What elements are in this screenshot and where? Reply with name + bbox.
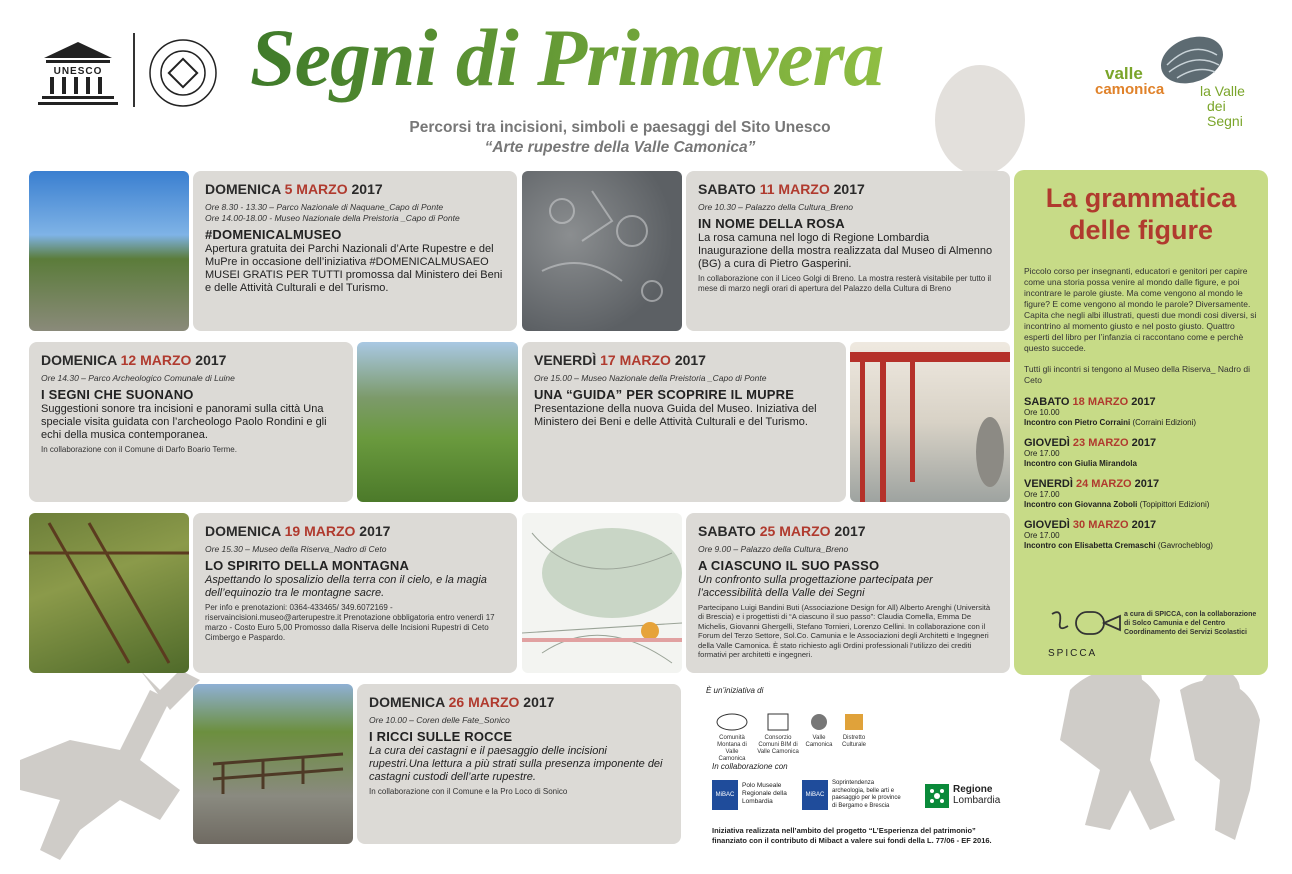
sidebar-event: GIOVEDÌ 23 MARZO 2017 Ore 17.00 Incontro con Giulia Mirandola <box>1024 437 1157 468</box>
event-title: UNA “GUIDA” PER SCOPRIRE IL MUPRE <box>534 387 795 402</box>
initiative-label: È un’iniziativa di <box>706 686 764 695</box>
spicca-label: SPICCA <box>1048 648 1098 659</box>
event-date: DOMENICA 5 MARZO 2017 <box>205 181 383 197</box>
funding-note: Iniziativa realizzata nell’ambito del progetto “L’Esperienza del patrimonio” finanziato con il contributo di Mibact a valere sui fondi della L. 77/06 - EF 2016. <box>712 826 992 845</box>
event-date: SABATO 25 MARZO 2017 <box>698 523 866 539</box>
event-note: Per info e prenotazioni: 0364-433465/ 349.6072169 - riservaincisioni.museo@arterupestre.it Prenotazione obbligatoria entro venerdì 17 marzo - Costo Euro 5,00 Promosso dalla Riserva delle Incisioni Rupestri di Ceto Cimbergo e Paspardo. <box>205 603 495 642</box>
photo-design-sketch <box>522 513 682 673</box>
event-description: Suggestioni sonore tra incisioni e panorami sulla città Una speciale visita guidata con l’archeologo Paolo Rondini e gli echi della musica contemporanea. <box>41 403 327 441</box>
event-date: VENERDÌ 17 MARZO 2017 <box>534 352 706 368</box>
regione-lombardia-logo: Regione Lombardia <box>925 784 1015 812</box>
partner-comunita-montana: Comunità Montana di Valle Camonica <box>712 712 752 763</box>
valle-tagline-2: dei Segni <box>1207 98 1243 129</box>
event-date: DOMENICA 12 MARZO 2017 <box>41 352 227 368</box>
sidebar-intro: Piccolo corso per insegnanti, educatori e genitori per capire come una storia possa venire al mondo dalle figure, e poi incontrare le parole giuste. Ma come vengono al mondo le figure? E come vengono al mondo le parole? Diversamente. Capita che negli albi illustrati, questi due mondi cosi diversi, si incontrino al momento giusto e nel posto giusto. Quattro esperti del libro per l’infanzia ci raccontano come e perchè questo succede. <box>1024 266 1257 353</box>
rosa-camuna-icon <box>1157 30 1227 90</box>
event-note: In collaborazione con il Comune e la Pro Loco di Sonico <box>369 787 568 796</box>
page-subtitle <box>330 118 910 158</box>
photo-thatched-hut <box>29 513 189 673</box>
event-card-26-marzo <box>357 684 681 844</box>
page-title: Segni di Primavera <box>250 8 883 108</box>
sidebar-event-list <box>1024 396 1258 551</box>
subtitle-line-2: “Arte rupestre della Valle Camonica” <box>484 139 756 156</box>
event-description: Aspettando lo sposalizio della terra con il cielo, e la magia dell’equinozio tra le montagne sacre. <box>205 574 487 599</box>
photo-family-visit <box>357 342 518 502</box>
event-date: DOMENICA 26 MARZO 2017 <box>369 694 555 710</box>
event-note: Partecipano Luigi Bandini Buti (Associazione Design for All) Alberto Arenghi (Università di Brescia) e i progettisti di “A ciascuno il suo passo”: Claudia Comella, Emma De Michelis, Giovanni Ghergelli, Stefano Tornieri, Lorenzo Cellini. In collaborazione con il Forum del Terzo Settore, Sol.Co. Camunia e le Associazioni degli Architetti e Ingegneri della Valle Camonica. È stato richiesto agli Ordini professionali l’utilizzo dei crediti formativi per architetti e ingegneri. <box>698 603 991 660</box>
sidebar-event: SABATO 18 MARZO 2017 Ore 10.00 Incontro con Pietro Corraini (Corraini Edizioni) <box>1024 396 1197 427</box>
spicca-logo <box>1048 606 1128 659</box>
valle-camonica-logo <box>1095 30 1265 129</box>
event-title: IN NOME DELLA ROSA <box>698 216 845 231</box>
logo-divider <box>133 33 135 107</box>
partner-distretto: Distretto Culturale <box>838 712 870 749</box>
sidebar-title: La grammatica delle figure <box>1045 183 1237 245</box>
event-description: Presentazione della nuova Guida del Museo. Iniziativa del Ministero dei Beni e delle Attività Culturali e del Turismo. <box>534 403 817 428</box>
photo-rock-carvings <box>522 171 682 331</box>
world-heritage-emblem <box>148 38 218 108</box>
event-card-12-marzo <box>29 342 353 502</box>
event-note: In collaborazione con il Comune di Darfo Boario Terme. <box>41 445 237 454</box>
partner-valle-camonica: Valle Camonica <box>804 712 834 749</box>
valle-tagline-1: la Valle <box>1200 83 1245 99</box>
sidebar-event: VENERDÌ 24 MARZO 2017 Ore 17.00 Incontro con Giovanna Zoboli (Topipittori Edizioni) <box>1024 478 1210 509</box>
sidebar-event: GIOVEDÌ 30 MARZO 2017 Ore 17.00 Incontro con Elisabetta Cremaschi (Gavrocheblog) <box>1024 519 1213 550</box>
subtitle-line-1: Percorsi tra incisioni, simboli e paesaggi del Sito Unesco <box>409 119 831 136</box>
event-date: DOMENICA 19 MARZO 2017 <box>205 523 391 539</box>
photo-forest-walkway <box>193 684 353 844</box>
unesco-logo <box>38 40 118 110</box>
event-card-19-marzo <box>193 513 517 673</box>
sidebar-grammatica <box>1014 170 1268 675</box>
event-date: SABATO 11 MARZO 2017 <box>698 181 865 197</box>
event-title: A CIASCUNO IL SUO PASSO <box>698 558 880 573</box>
event-card-25-marzo <box>686 513 1010 673</box>
event-card-5-marzo <box>193 171 517 331</box>
event-card-11-marzo <box>686 171 1010 331</box>
photo-naquane-park <box>29 171 189 331</box>
event-description: Un confronto sulla progettazione partecipata per l’accessibilità della Valle dei Segni <box>698 574 933 599</box>
event-time-1: Ore 9.00 – Palazzo della Cultura_Breno <box>698 544 849 554</box>
regione-rosa-icon <box>925 784 949 808</box>
polo-museale-logo: MiBAC Polo Museale Regionale della Lombardia <box>712 780 796 812</box>
event-title: #DOMENICALMUSEO <box>205 227 342 242</box>
event-time-1: Ore 14.30 – Parco Archeologico Comunale di Luine <box>41 373 235 383</box>
event-time-1: Ore 10.00 – Coren delle Fate_Sonico <box>369 715 510 725</box>
event-title: I RICCI SULLE ROCCE <box>369 729 513 744</box>
unesco-text: UNESCO <box>46 66 110 77</box>
spicca-icon <box>1048 606 1128 640</box>
event-note: In collaborazione con il Liceo Golgi di Breno. La mostra resterà visitabile per tutto il mese di marzo negli orari di apertura del Palazzo della Cultura di Breno <box>698 274 992 293</box>
event-time-1: Ore 8.30 - 13.30 – Parco Nazionale di Naquane_Capo di Ponte <box>205 202 444 212</box>
event-title: I SEGNI CHE SUONANO <box>41 387 194 402</box>
event-description: La rosa camuna nel logo di Regione Lombardia Inaugurazione della mostra realizzata dal Museo di Almenno (BG) a cura di Pietro Gasperini. <box>698 232 993 270</box>
collab-label: In collaborazione con <box>712 762 788 771</box>
photo-museum-exterior <box>850 342 1010 502</box>
partner-bim: Consorzio Comuni BIM di Valle Camonica <box>756 712 800 756</box>
event-card-17-marzo <box>522 342 846 502</box>
spicca-credit: a cura di SPICCA, con la collaborazione di Solco Camunia e del Centro Coordinamento dei Servizi Scolastici <box>1124 611 1257 636</box>
event-time-1: Ore 15.30 – Museo della Riserva_Nadro di Ceto <box>205 544 387 554</box>
camonica-word: camonica <box>1095 81 1165 98</box>
event-time-1: Ore 10.30 – Palazzo della Cultura_Breno <box>698 202 853 212</box>
event-title: LO SPIRITO DELLA MONTAGNA <box>205 558 410 573</box>
event-description: Apertura gratuita dei Parchi Nazionali d’Arte Rupestre e del MuPre in occasione dell’iniziativa #DOMENICALMUSAEO MUSEI GRATIS PER TUTTI promossa dal Ministero dei Beni e delle Attività Culturali e del Turismo. <box>205 243 503 294</box>
event-time-1: Ore 15.00 – Museo Nazionale della Preistoria _Capo di Ponte <box>534 373 767 383</box>
event-description: La cura dei castagni e il paesaggio delle incisioni rupestri.Una lettura a più strati sulla presenza imponente dei castagni custodi dell’arte rupestre. <box>369 745 663 783</box>
sidebar-venue: Tutti gli incontri si tengono al Museo della Riserva_ Nadro di Ceto <box>1024 364 1250 385</box>
soprintendenza-logo: MiBAC Soprintendenza archeologia, belle arti e paesaggio per le province di Bergamo e Brescia <box>802 780 906 812</box>
valle-word: valle <box>1105 64 1143 83</box>
event-time-2: Ore 14.00-18.00 - Museo Nazionale della Preistoria _Capo di Ponte <box>205 213 460 223</box>
